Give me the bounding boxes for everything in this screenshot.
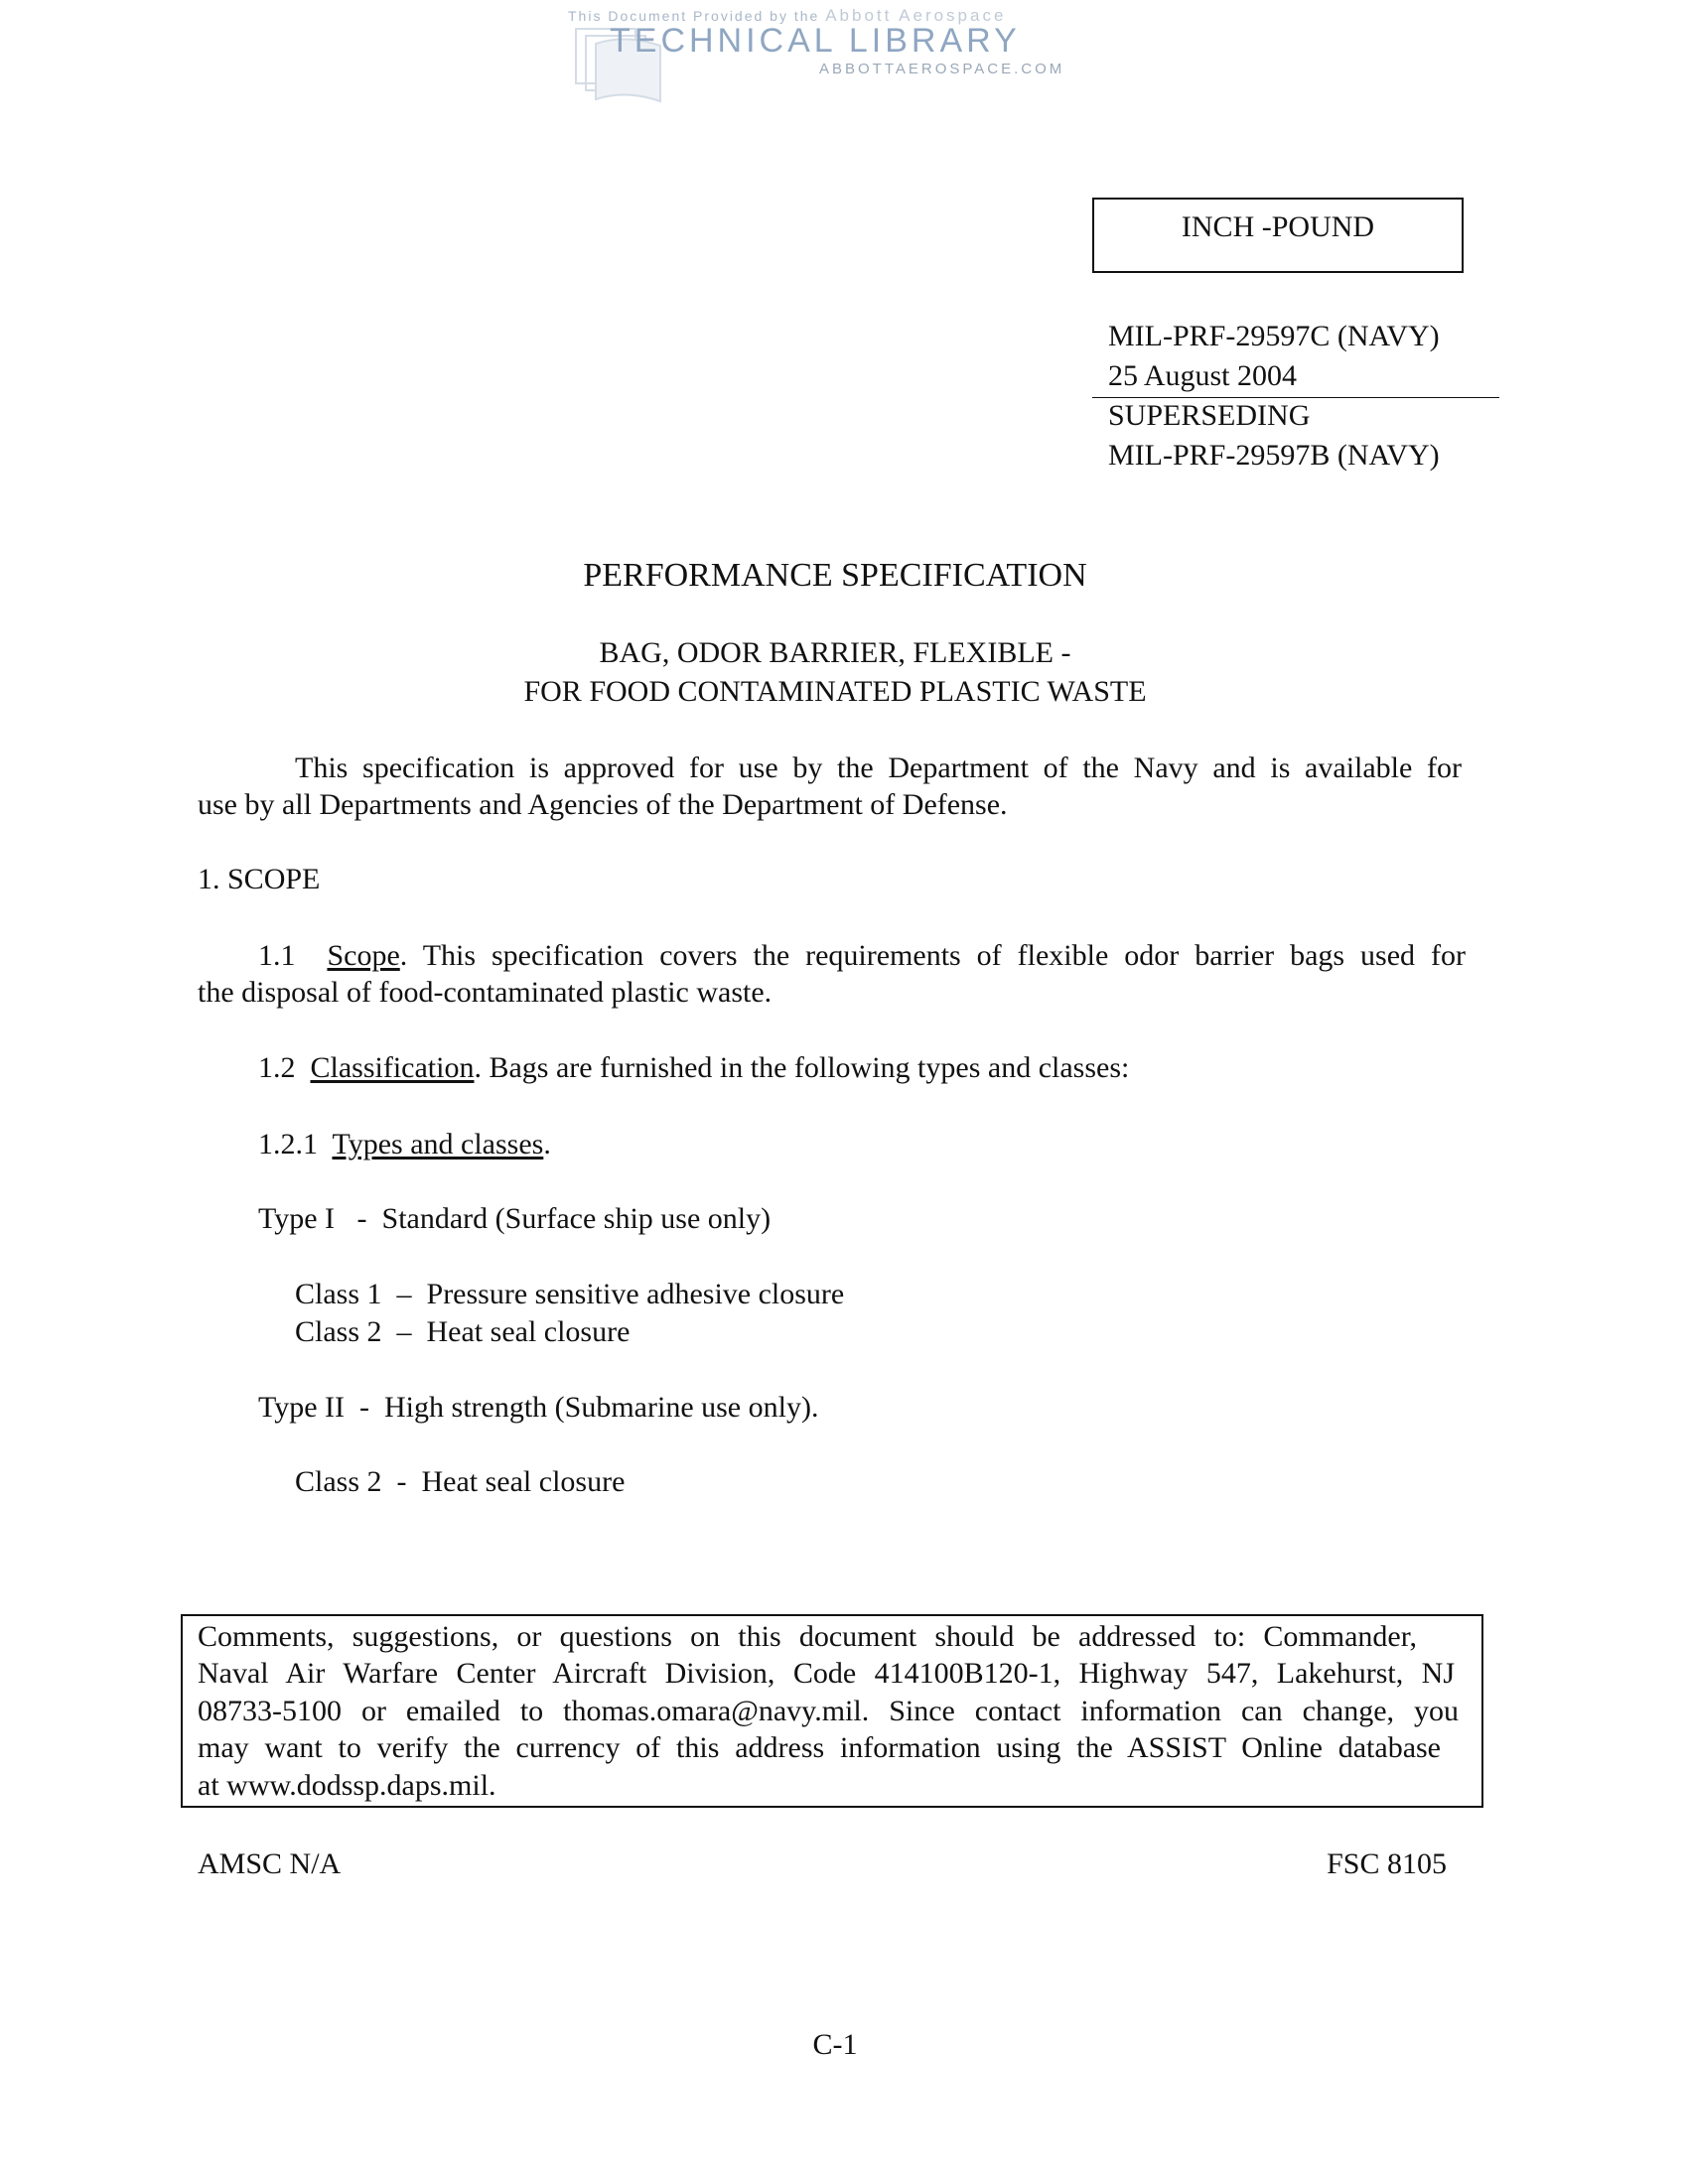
doc-id: MIL-PRF-29597C (NAVY) (1108, 320, 1440, 352)
watermark-logo (566, 4, 1082, 103)
amsc-code: AMSC N/A (198, 1847, 342, 1880)
type-1-class-1: Class 1 – Pressure sensitive adhesive closure (295, 1278, 845, 1310)
comments-line: may want to verify the currency of this address information using the ASSIST Online database (198, 1731, 1441, 1764)
para-1-2: 1.2 Classification. Bags are furnished in the following types and classes: (258, 1051, 1130, 1084)
approval-line1: This specification is approved for use by the Department of the Navy and is available for (295, 751, 1462, 784)
type-1: Type I - Standard (Surface ship use only) (258, 1202, 772, 1235)
superseded-id: MIL-PRF-29597B (NAVY) (1108, 439, 1440, 472)
para-1-1-line2: the disposal of food-contaminated plastic waste. (198, 976, 773, 1009)
subtitle-line2: FOR FOOD CONTAMINATED PLASTIC WASTE (523, 675, 1147, 708)
section-1-heading: 1. SCOPE (198, 863, 321, 895)
page-title: PERFORMANCE SPECIFICATION (583, 557, 1087, 594)
header-divider (1092, 397, 1499, 398)
comments-line: Naval Air Warfare Center Aircraft Division, Code 414100B120-1, Highway 547, Lakehurst, NJ (198, 1657, 1455, 1690)
units-label: INCH -POUND (1181, 210, 1375, 243)
type-1-class-2: Class 2 – Heat seal closure (295, 1315, 631, 1348)
fsc-code: FSC 8105 (1327, 1847, 1447, 1880)
type-2-class-2: Class 2 - Heat seal closure (295, 1465, 626, 1498)
watermark-site: ABBOTTAEROSPACE.COM (819, 61, 1065, 77)
doc-date: 25 August 2004 (1108, 359, 1298, 392)
comments-line: Comments, suggestions, or questions on this document should be addressed to: Commander, (198, 1620, 1417, 1653)
comments-line: 08733-5100 or emailed to thomas.omara@navy.mil. Since contact information can change, you (198, 1695, 1459, 1727)
page-number: C-1 (812, 2028, 858, 2061)
para-1-2-1: 1.2.1 Types and classes. (258, 1128, 551, 1160)
watermark-line1: This Document Provided by the Abbott Aerospace (568, 6, 1007, 25)
para-1-1-line1: 1.1 Scope. This specification covers the requirements of flexible odor barrier bags used for (258, 939, 1466, 972)
superseding-label: SUPERSEDING (1108, 399, 1311, 432)
subtitle-line1: BAG, ODOR BARRIER, FLEXIBLE - (599, 636, 1071, 669)
watermark-title: TECHNICAL LIBRARY (610, 22, 1021, 60)
comments-line: at www.dodssp.daps.mil. (198, 1769, 496, 1802)
type-2: Type II - High strength (Submarine use only). (258, 1391, 819, 1424)
approval-line2: use by all Departments and Agencies of the Department of Defense. (198, 788, 1008, 821)
